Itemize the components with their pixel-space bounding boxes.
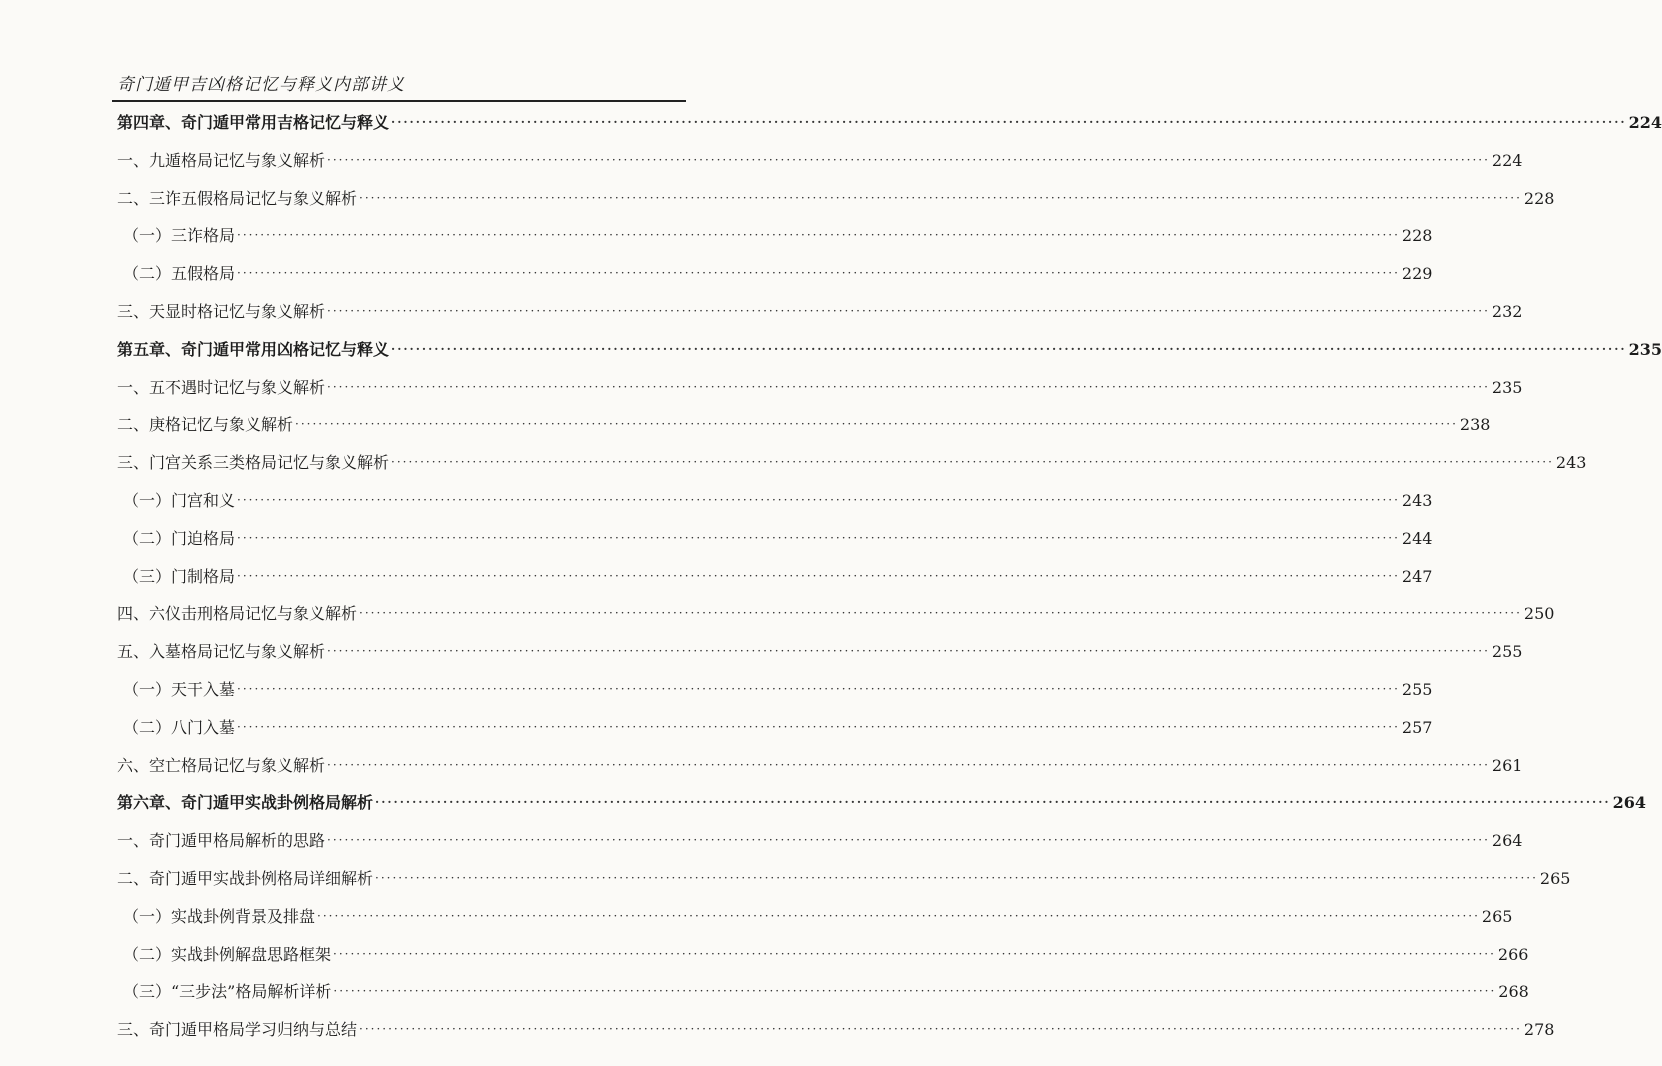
toc-entry xyxy=(117,637,1523,663)
toc-leader-dots: ········································································································································································································ xyxy=(237,682,1400,696)
toc-entry-title: 第五章、奇门遁甲常用凶格记忆与释义 xyxy=(117,339,390,359)
toc-entry xyxy=(117,713,1433,739)
toc-entry xyxy=(117,751,1523,777)
header-rule xyxy=(112,100,686,102)
toc-chapter-entry xyxy=(117,788,1646,814)
toc-leader-dots: ········································································································································································································ xyxy=(237,530,1400,545)
toc-entry-title: 一、九遁格局记忆与象义解析 xyxy=(117,150,326,170)
toc-page-number: 264 xyxy=(1491,831,1523,851)
toc-entry xyxy=(117,373,1523,399)
toc-page-number: 247 xyxy=(1401,566,1433,586)
toc-entry xyxy=(117,675,1433,701)
toc-chapter-entry xyxy=(117,335,1662,361)
toc-leader-dots: ········································································································································································································ xyxy=(333,984,1497,999)
toc-entry xyxy=(117,940,1529,966)
toc-entry-title: （二）实战卦例解盘思路框架 xyxy=(123,944,332,964)
toc-leader-dots: ········································································································································································································ xyxy=(237,228,1400,243)
toc-entry-title: 六、空亡格局记忆与象义解析 xyxy=(117,755,326,775)
toc-entry-title: 第四章、奇门遁甲常用吉格记忆与释义 xyxy=(117,113,390,132)
toc-entry xyxy=(117,184,1555,210)
toc-entry-title: （三）“三步法”格局解析详析 xyxy=(123,982,332,1002)
toc-entry-title: 三、天显时格记忆与象义解析 xyxy=(117,302,326,321)
toc-leader-dots: ········································································································································································································ xyxy=(391,455,1554,470)
toc-entry-title: （一）三诈格局 xyxy=(123,226,236,246)
toc-leader-dots: ········································································································································································································ xyxy=(359,190,1522,205)
toc-page-number: 278 xyxy=(1523,1020,1555,1040)
toc-page-number: 265 xyxy=(1481,906,1513,926)
toc-page-number: 268 xyxy=(1498,982,1529,1002)
toc-leader-dots: ········································································································································································································ xyxy=(327,152,1490,167)
toc-leader-dots: ········································································································································································································ xyxy=(237,719,1400,734)
toc-page-number: 265 xyxy=(1539,869,1571,888)
toc-entry xyxy=(117,448,1587,474)
toc-leader-dots: ········································································································································································································ xyxy=(327,644,1490,659)
toc-leader-dots: ········································································································································································································ xyxy=(327,757,1490,772)
toc-entry xyxy=(117,562,1433,588)
toc-entry xyxy=(117,146,1523,172)
toc-page-number: 228 xyxy=(1523,188,1555,208)
toc-leader-dots: ········································································································································································································ xyxy=(237,568,1400,583)
running-header: 奇门遁甲吉凶格记忆与释义内部讲义 xyxy=(117,75,405,95)
toc-entry-title: （一）实战卦例背景及排盘 xyxy=(123,906,316,926)
toc-entry xyxy=(117,410,1491,436)
toc-leader-dots: ········································································································································································································ xyxy=(375,795,1611,810)
toc-leader-dots: ········································································································································································································ xyxy=(327,833,1490,848)
toc-page-number: 244 xyxy=(1401,528,1433,548)
toc-page-number: 264 xyxy=(1612,793,1646,813)
toc-entry-title: 三、门宫关系三类格局记忆与象义解析 xyxy=(117,453,390,473)
toc-leader-dots: ········································································································································································································ xyxy=(237,266,1400,281)
toc-entry xyxy=(117,524,1433,550)
toc-entry-title: 三、奇门遁甲格局学习归纳与总结 xyxy=(117,1020,358,1040)
toc-entry xyxy=(117,826,1523,852)
toc-leader-dots: ········································································································································································································ xyxy=(295,417,1458,432)
toc-entry xyxy=(117,297,1523,323)
toc-chapter-entry xyxy=(117,108,1662,134)
toc-page-number: 261 xyxy=(1491,755,1523,775)
toc-leader-dots: ········································································································································································································ xyxy=(317,908,1480,923)
toc-entry xyxy=(117,864,1571,890)
toc-page-number: 224 xyxy=(1628,113,1662,132)
toc-entry-title: 二、奇门遁甲实战卦例格局详细解析 xyxy=(117,869,374,888)
toc-leader-dots: ········································································································································································································ xyxy=(359,606,1522,621)
toc-entry-title: （三）门制格局 xyxy=(123,566,236,586)
toc-leader-dots: ········································································································································································································ xyxy=(237,493,1400,507)
toc-entry xyxy=(117,1015,1555,1041)
toc-page-number: 228 xyxy=(1401,226,1433,246)
toc-leader-dots: ········································································································································································································ xyxy=(391,115,1627,129)
toc-leader-dots: ········································································································································································································ xyxy=(333,946,1496,961)
toc-entry xyxy=(117,486,1433,512)
toc-entry-title: 五、入墓格局记忆与象义解析 xyxy=(117,642,326,662)
toc-entry xyxy=(117,977,1529,1003)
toc-leader-dots: ········································································································································································································ xyxy=(327,379,1490,394)
toc-page-number: 257 xyxy=(1401,717,1433,737)
toc-entry-title: 一、奇门遁甲格局解析的思路 xyxy=(117,831,326,851)
toc-page-number: 238 xyxy=(1459,415,1491,435)
toc-page-number: 255 xyxy=(1401,680,1433,699)
toc-leader-dots: ········································································································································································································ xyxy=(375,871,1538,885)
toc-entry-title: （一）门宫和义 xyxy=(123,491,236,510)
toc-page-number: 235 xyxy=(1491,377,1523,397)
toc-entry-title: （二）门迫格局 xyxy=(123,528,236,548)
toc-entry-title: （二）五假格局 xyxy=(123,264,236,284)
toc-leader-dots: ········································································································································································································ xyxy=(391,341,1627,356)
toc-entry-title: （一）天干入墓 xyxy=(123,680,236,699)
toc-page-number: 243 xyxy=(1401,491,1433,510)
toc-entry xyxy=(117,902,1513,928)
toc-page-number: 250 xyxy=(1523,604,1555,624)
toc-entry-title: 四、六仪击刑格局记忆与象义解析 xyxy=(117,604,358,624)
toc-page-number: 235 xyxy=(1628,339,1662,359)
toc-entry-title: （二）八门入墓 xyxy=(123,717,236,737)
toc-page-number: 243 xyxy=(1555,453,1587,473)
toc-page-number: 232 xyxy=(1491,302,1523,321)
toc-page-number: 266 xyxy=(1497,944,1529,964)
toc-leader-dots: ········································································································································································································ xyxy=(327,304,1490,318)
toc-leader-dots: ········································································································································································································ xyxy=(359,1022,1522,1037)
toc-page-number: 229 xyxy=(1401,264,1433,284)
toc-entry-title: 一、五不遇时记忆与象义解析 xyxy=(117,377,326,397)
toc-entry-title: 二、三诈五假格局记忆与象义解析 xyxy=(117,188,358,208)
toc-entry xyxy=(117,259,1433,285)
toc-entry-title: 二、庚格记忆与象义解析 xyxy=(117,415,294,435)
toc-entry xyxy=(117,599,1555,625)
toc-entry-title: 第六章、奇门遁甲实战卦例格局解析 xyxy=(117,793,374,813)
toc-page-number: 224 xyxy=(1491,150,1523,170)
toc-page-number: 255 xyxy=(1491,642,1523,662)
toc-entry xyxy=(117,221,1433,247)
